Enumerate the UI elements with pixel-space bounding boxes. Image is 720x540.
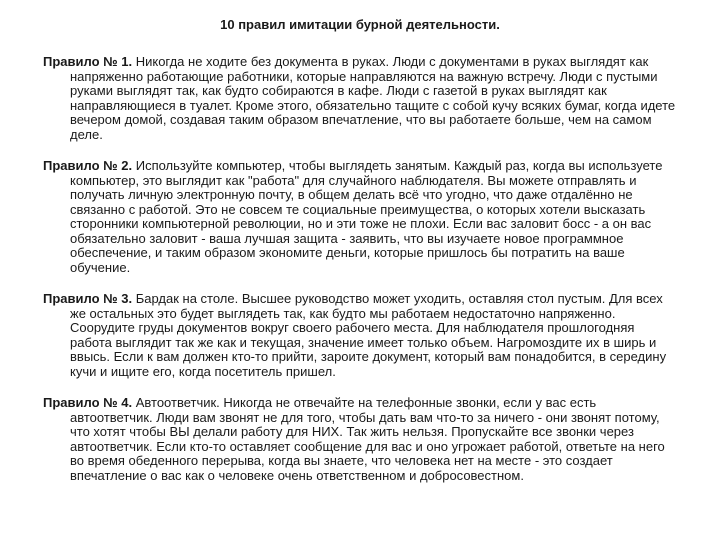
rule-1-text: Никогда не ходите без документа в руках. Люди с документами в руках выглядят как напряженно работающие работники, которые направляются на важную встречу. Люди с пустыми руками выглядят так, как будто собираются в кафе. Люди с газетой в руках выглядят как направляющиеся в туалет. Кроме этого, обязательно тащите с собой кучу всяких бумаг, когда идете вечером домой, создавая таким образом впечатление, что вы работаете больше, чем на самом деле. xyxy=(70,54,676,142)
rule-3-text: Бардак на столе. Высшее руководство может уходить, оставляя стол пустым. Для всех же остальных это будет выглядеть так, как будто мы работаем недостаточно напряженно. Соорудите груды документов вокруг своего рабочего места. Для наблюдателя прошлогодняя работа выглядит так же как и текущая, значение имеет только объем. Нагромоздите их в ширь и ввысь. Если к вам должен кто-то прийти, зароите документ, который вам понадобится, в середину кучи и ищите его, когда посетитель пришел. xyxy=(70,291,667,379)
rule-2 xyxy=(43,159,678,275)
rule-1-label: Правило № 1. xyxy=(43,54,133,69)
document-title: 10 правил имитации бурной деятельности. xyxy=(220,17,500,32)
rules-list xyxy=(43,55,678,483)
rule-2-label: Правило № 2. xyxy=(43,158,133,173)
rule-1 xyxy=(43,55,678,142)
rule-3-label: Правило № 3. xyxy=(43,291,133,306)
rule-4-text: Автоответчик. Никогда не отвечайте на телефонные звонки, если у вас есть автоответчик. Люди вам звонят не для того, чтобы дать вам что-то за ничего - они звонят потому, что хотят чтобы ВЫ делали работу для НИХ. Так жить нельзя. Пропускайте все звонки через автоответчик. Если кто-то оставляет сообщение для вас и оно угрожает работой, ответьте на него во время обеденного перерыва, когда вы знаете, что человека нет на месте - это создает впечатление о вас как о человеке очень ответственном и добросовестном. xyxy=(70,395,665,483)
rule-3 xyxy=(43,292,678,379)
rule-4-label: Правило № 4. xyxy=(43,395,133,410)
rule-4 xyxy=(43,396,678,483)
rule-2-text: Используйте компьютер, чтобы выглядеть занятым. Каждый раз, когда вы используете компьютер, это выглядит как "работа" для случайного наблюдателя. Вы можете отправлять и получать личную электронную почту, в общем делать всё что угодно, что даже отдалённо не связанно с работой. Это не совсем те социальные преимущества, о которых хотели высказать сторонники компьютерной революции, но и эти тоже не плохи. Если вас заловит босс - а он вас обязательно заловит - ваша лучшая защита - заявить, что вы изучаете новое программное обеспечение, и таким образом экономите деньги, которые пришлось бы потратить на ваше обучение. xyxy=(70,158,663,275)
